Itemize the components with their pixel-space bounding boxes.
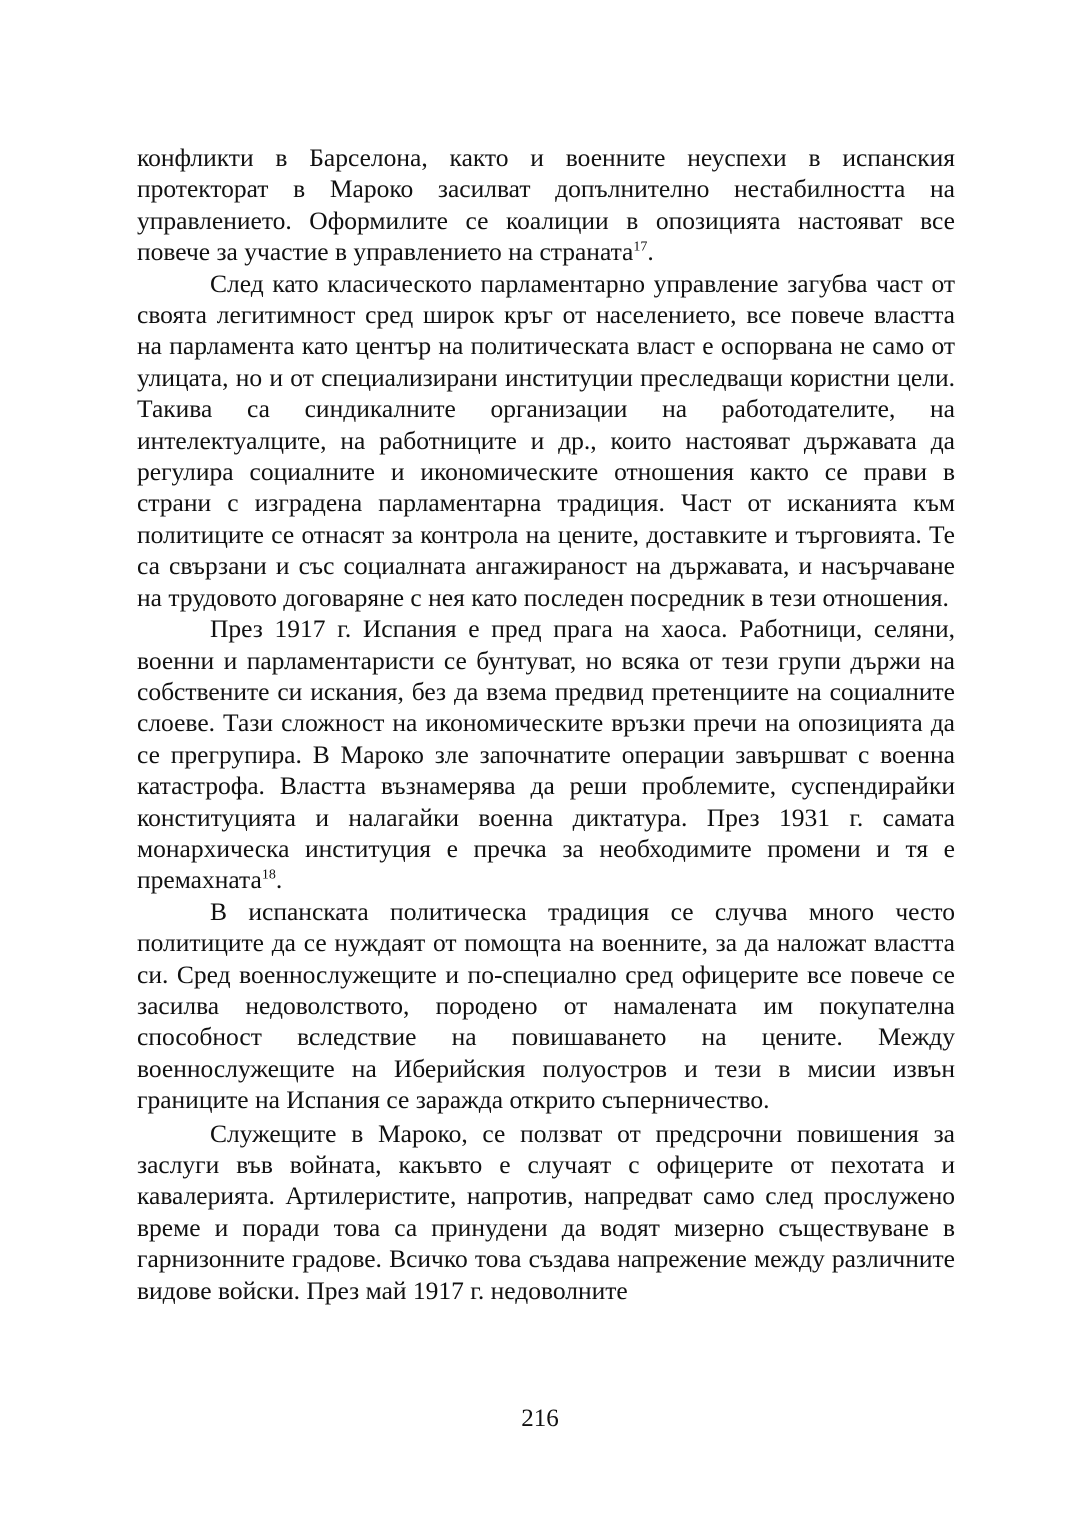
page-number: 216 [521,1405,559,1432]
footnote-ref-17[interactable]: 17 [633,239,648,255]
paragraph-2: След като класическото парламентарно управление загубва част от своята легитимност сред широк кръг от населението, все повече властта на парламента като център на политическата власт е оспорвана не само от улицата, но и от специализирани институции преследващи користни цели. Такива са синдикалните организации на работодателите, на интелектуалците, на работниците и др., които настояват държавата да регулира социалните и икономическите отношения както се прави в страни с изградена парламентарна традиция. Част от исканията към политиците се отнасят за контрола на цените, доставките и търговията. Те са свързани и със социалната ангажираност на държавата, и насърчаване на трудовото договаряне с нея като последен посредник в тези отношения. [137,268,955,612]
footnote-ref-18[interactable]: 18 [261,867,276,883]
body-text [137,142,955,1306]
paragraph-5: Служещите в Мароко, се ползват от предсрочни повишения за заслуги във войната, какъвто е случаят с офицерите от пехотата и кавалерията. Артилеристите, напротив, напредват само след прослужено време и поради това са принудени да водят мизерно съществуване в гарнизонните градове. Всичко това създава напрежение между различните видове войски. През май 1917 г. недоволните [137,1118,955,1305]
paragraph-4: В испанската политическа традиция се случва много често политиците да се нуждаят от помощта на военните, за да наложат властта си. Сред военнослужещите и по-специално сред офицерите все повече се засилва недоволството, породено от намалената им покупателна способност вследствие на повишаването на цените. Между военнослужещите на Иберийския полуостров и тези в мисии извън границите на Испания се заражда открито съперничество. [137,896,955,1115]
paragraph-1: конфликти в Барселона, както и военните неуспехи в испанския протекторат в Мароко засилват допълнително нестабилността на управлението. Оформилите се коалиции в опозицията настояват все повече за участие в управлението на страната$^{17}$. [137,143,955,267]
paragraph-3: През 1917 г. Испания е пред прага на хаоса. Работници, селяни, военни и парламентаристи се бунтуват, но всяка от тези групи държи на собствените си искания, без да взема предвид претенциите на социалните слоеве. Тази сложност на икономическите връзки пречи на опозицията да се прегрупира. В Мароко зле започнатите операции завършват с военна катастрофа. Властта възнамерява да реши проблемите, суспендирайки конституцията и налагайки военна диктатура. През 1931 г. самата монархическа институция е пречка за необходимите промени и тя е премахната$^{18}$. [137,614,955,895]
